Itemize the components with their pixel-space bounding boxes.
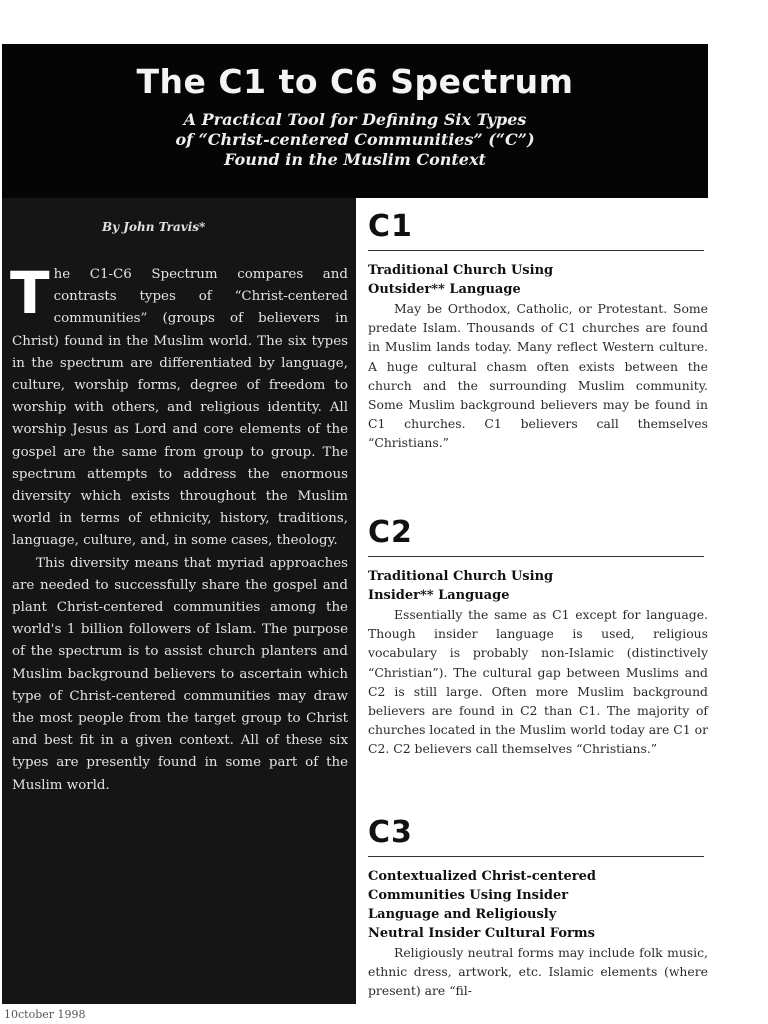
page-footer: 10ctober 1998 xyxy=(4,1008,86,1021)
heading-line: Language and Religiously xyxy=(368,907,557,922)
section-divider xyxy=(368,856,704,857)
section-divider xyxy=(368,250,704,251)
section-heading xyxy=(368,567,708,605)
heading-line: Communities Using Insider xyxy=(368,888,569,903)
intro-paragraph-text: he C1-C6 Spectrum compares and contrasts types of “Christ-centered communities” (groups of believers in Christ) found in the Muslim world. The six types in the spectrum are differentiated by language, culture, worship forms, degree of freedom to worship with others, and religious identity. All worship Jesus as Lord and core elements of the gospel are the same from group to group. The spectrum attempts to address the enormous diversity which exists throughout the Muslim world in terms of ethnicity, history, traditions, language, culture, and, in some cases, theology. xyxy=(12,267,348,549)
article-header xyxy=(2,44,708,198)
heading-line: Traditional Church Using xyxy=(368,263,554,278)
heading-line: Outsider** Language xyxy=(368,282,521,297)
section-heading xyxy=(368,261,708,299)
section-text: May be Orthodox, Catholic, or Protestant. Some predate Islam. Thousands of C1 churches are found in Muslim lands today. Many reflect Western culture. A huge cultural chasm often exists between the church and the surrounding Muslim community. Some Muslim background believers may be found in C1 churches. C1 believers call themselves “Christians.” xyxy=(368,301,708,451)
subtitle-line: A Practical Tool for Defining Six Types xyxy=(183,110,527,129)
intro-text xyxy=(10,259,348,797)
intro-paragraph xyxy=(10,259,348,553)
heading-line: Neutral Insider Cultural Forms xyxy=(368,926,595,941)
subtitle-line: Found in the Muslim Context xyxy=(224,150,486,169)
section-code: C2 xyxy=(368,515,413,550)
article-subtitle xyxy=(2,110,708,170)
article-title: The C1 to C6 Spectrum xyxy=(136,62,574,101)
subtitle-line: of “Christ-centered Communities” (“C”) xyxy=(175,130,535,149)
section-heading xyxy=(368,867,708,943)
intro-paragraph: This diversity means that myriad approaches are needed to successfully share the gospel and plant Christ-centered communities among the world's 1 billion followers of Islam. The purpose of the spectrum is to assist church planters and Muslim background believers to ascertain which type of Christ-centered communities may draw the most people from the target group to Christ and best fit in a given context. All of these six types are presently found in some part of the Muslim world. xyxy=(12,555,348,793)
byline: By John Travis* xyxy=(102,220,206,234)
section-text: Essentially the same as C1 except for language. Though insider language is used, religious vocabulary is probably non-Islamic (distinctively “Christian”). The cultural gap between Muslims and C2 is still large. Often more Muslim background believers are found in C2 than C1. The majority of churches located in the Muslim world today are C1 or C2. C2 believers call themselves “Christians.” xyxy=(368,607,708,757)
section-text: Religiously neutral forms may include folk music, ethnic dress, artwork, etc. Islamic elements (where present) are “fil- xyxy=(368,945,708,999)
section-c1 xyxy=(368,210,708,453)
heading-line: Insider** Language xyxy=(368,588,510,603)
section-code: C1 xyxy=(368,209,413,244)
section-c2 xyxy=(368,516,708,759)
heading-line: Contextualized Christ-centered xyxy=(368,869,596,884)
scan-margin xyxy=(0,0,768,44)
drop-cap: T xyxy=(10,259,50,327)
section-code: C3 xyxy=(368,815,413,850)
heading-line: Traditional Church Using xyxy=(368,569,554,584)
section-divider xyxy=(368,556,704,557)
section-c3 xyxy=(368,816,708,1001)
intro-column xyxy=(2,198,356,1004)
